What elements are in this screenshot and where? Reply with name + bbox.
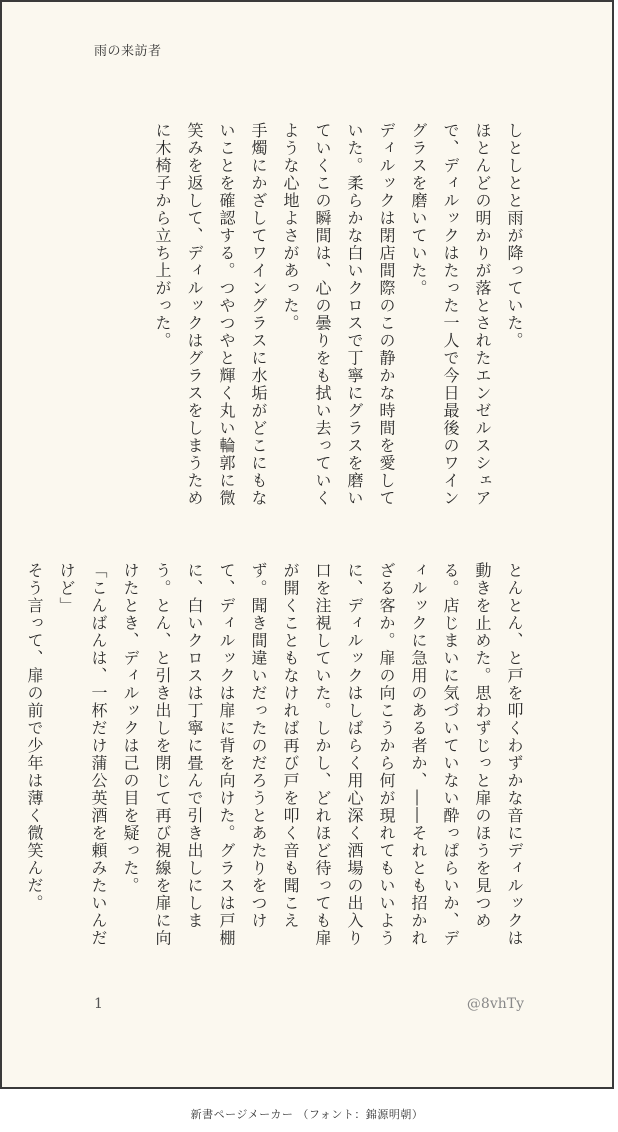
lower-text-block (18, 562, 530, 962)
generator-label: 新書ページメーカー （フォント：錦源明朝） (190, 1108, 424, 1121)
paragraph-1: しとしとと雨が降っていた。 (505, 122, 524, 350)
paragraph-7: そう言って、扉の前で少年は薄く微笑んだ。 (25, 562, 44, 912)
upper-text-block (146, 122, 530, 522)
paragraph-6: 「こんばんは、一杯だけ蒲公英酒を頼みたいんだけど」 (57, 562, 108, 947)
paragraph-2: ほとんどの明かりが落とされたエンゼルスシェアで、ディルックはたった一人で今日最後のワイングラスを磨いていた。 (409, 122, 492, 507)
paragraph-5: とんとん、と戸を叩くわずかな音にディルックは動きを止めた。思わずじっと扉のほうを見つめる。店じまいに気づいていない酔っぱらいか、ディルックに急用のある者か、――それとも招かれざる客か。扉の向こうから何が現れてもいいように、ディルックはしばらく用心深く酒場の出入り口を注視していた。しかし、どれほど待っても扉が開くこともなければ再び戸を叩く音も聞こえず。聞き間違いだったのだろうとあたりをつけて、ディルックは扉に背を向けた。グラスは戸棚に、白いクロスは丁寧に畳んで引き出しにしまう。とん、と引き出しを閉じて再び視線を扉に向けたとき、ディルックは己の目を疑った。 (121, 562, 524, 947)
story-title: 雨の来訪者 (94, 44, 162, 59)
paragraph-3: ディルックは閉店間際のこの静かな時間を愛していた。柔らかな白いクロスで丁寧にグラスを磨いていくこの瞬間は、心の曇りをも拭い去っていくような心地よさがあった。 (281, 122, 396, 507)
page-number: 1 (94, 996, 103, 1012)
author-credit: @8vhTy (466, 996, 524, 1012)
paragraph-4: 手燭にかざしてワイングラスに水垢がどこにもないことを確認する。つやつやと輝く丸い輪郭に微笑みを返して、ディルックはグラスをしまうために木椅子から立ち上がった。 (153, 122, 268, 507)
